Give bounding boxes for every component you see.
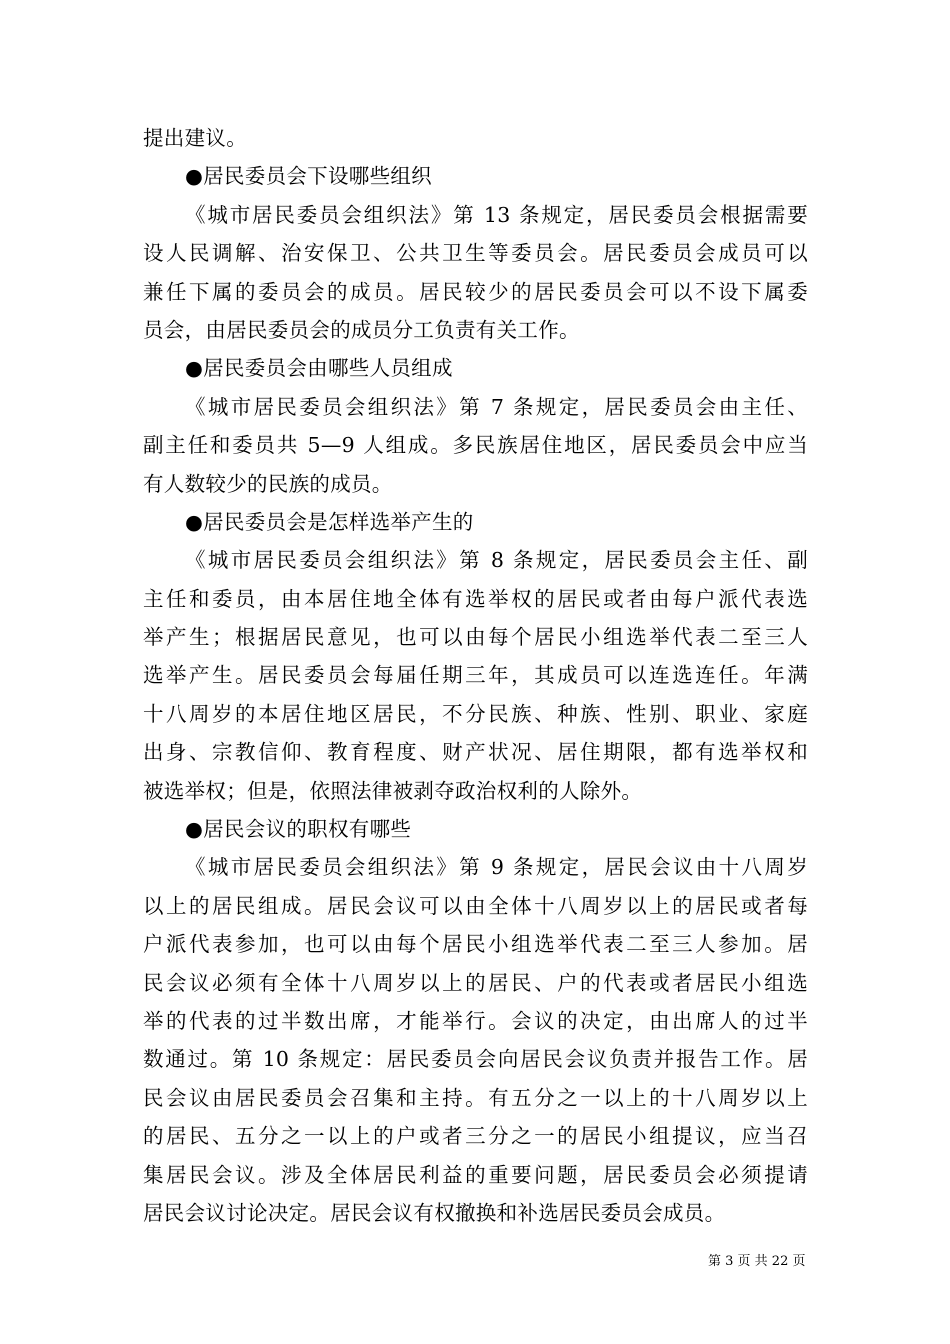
page-number-footer: 第 3 页 共 22 页 xyxy=(708,1254,806,1269)
paragraph-line: 数通过。第 10 条规定：居民委员会向居民会议负责并报告工作。居 xyxy=(143,1047,808,1072)
paragraph-line: 《城市居民委员会组织法》第 9 条规定，居民会议由十八周岁 xyxy=(185,855,808,880)
section-heading: ●居民委员会下设哪些组织 xyxy=(185,164,432,189)
paragraph-line: 选举产生。居民委员会每届任期三年，其成员可以连选连任。年满 xyxy=(143,663,808,688)
paragraph-line: 以上的居民组成。居民会议可以由全体十八周岁以上的居民或者每 xyxy=(143,893,808,918)
paragraph-line: 副主任和委员共 5—9 人组成。多民族居住地区，居民委员会中应当 xyxy=(143,433,808,458)
paragraph-line: 十八周岁的本居住地区居民，不分民族、种族、性别、职业、家庭 xyxy=(143,701,808,726)
paragraph-line: 《城市居民委员会组织法》第 13 条规定，居民委员会根据需要 xyxy=(185,202,808,227)
paragraph-line: 举产生；根据居民意见，也可以由每个居民小组选举代表二至三人 xyxy=(143,625,808,650)
paragraph-line: 民会议必须有全体十八周岁以上的居民、户的代表或者居民小组选 xyxy=(143,970,808,995)
paragraph-line: 居民会议讨论决定。居民会议有权撤换和补选居民委员会成员。 xyxy=(143,1200,726,1225)
paragraph-line: 出身、宗教信仰、教育程度、财产状况、居住期限，都有选举权和 xyxy=(143,740,808,765)
paragraph-line: 提出建议。 xyxy=(143,126,247,150)
paragraph-line: 户派代表参加，也可以由每个居民小组选举代表二至三人参加。居 xyxy=(143,932,808,957)
paragraph-line: 有人数较少的民族的成员。 xyxy=(143,471,393,496)
paragraph-line: 主任和委员，由本居住地全体有选举权的居民或者由每户派代表选 xyxy=(143,586,808,611)
paragraph-line: 民会议由居民委员会召集和主持。有五分之一以上的十八周岁以上 xyxy=(143,1085,808,1110)
paragraph-line: 被选举权；但是，依照法律被剥夺政治权利的人除外。 xyxy=(143,778,643,803)
section-heading: ●居民委员会由哪些人员组成 xyxy=(185,356,453,381)
paragraph-line: 的居民、五分之一以上的户或者三分之一的居民小组提议，应当召 xyxy=(143,1124,808,1149)
paragraph-line: 设人民调解、治安保卫、公共卫生等委员会。居民委员会成员可以 xyxy=(143,241,808,266)
section-heading: ●居民委员会是怎样选举产生的 xyxy=(185,509,474,534)
paragraph-line: 兼任下属的委员会的成员。居民较少的居民委员会可以不设下属委 xyxy=(143,279,808,304)
paragraph-line: 员会，由居民委员会的成员分工负责有关工作。 xyxy=(143,317,580,342)
paragraph-line: 举的代表的过半数出席，才能举行。会议的决定，由出席人的过半 xyxy=(143,1008,808,1033)
paragraph-line: 《城市居民委员会组织法》第 8 条规定，居民委员会主任、副 xyxy=(185,548,808,573)
section-heading: ●居民会议的职权有哪些 xyxy=(185,817,412,842)
document-body xyxy=(143,119,808,1232)
paragraph-line: 《城市居民委员会组织法》第 7 条规定，居民委员会由主任、 xyxy=(185,394,808,419)
paragraph-line: 集居民会议。涉及全体居民利益的重要问题，居民委员会必须提请 xyxy=(143,1162,808,1187)
